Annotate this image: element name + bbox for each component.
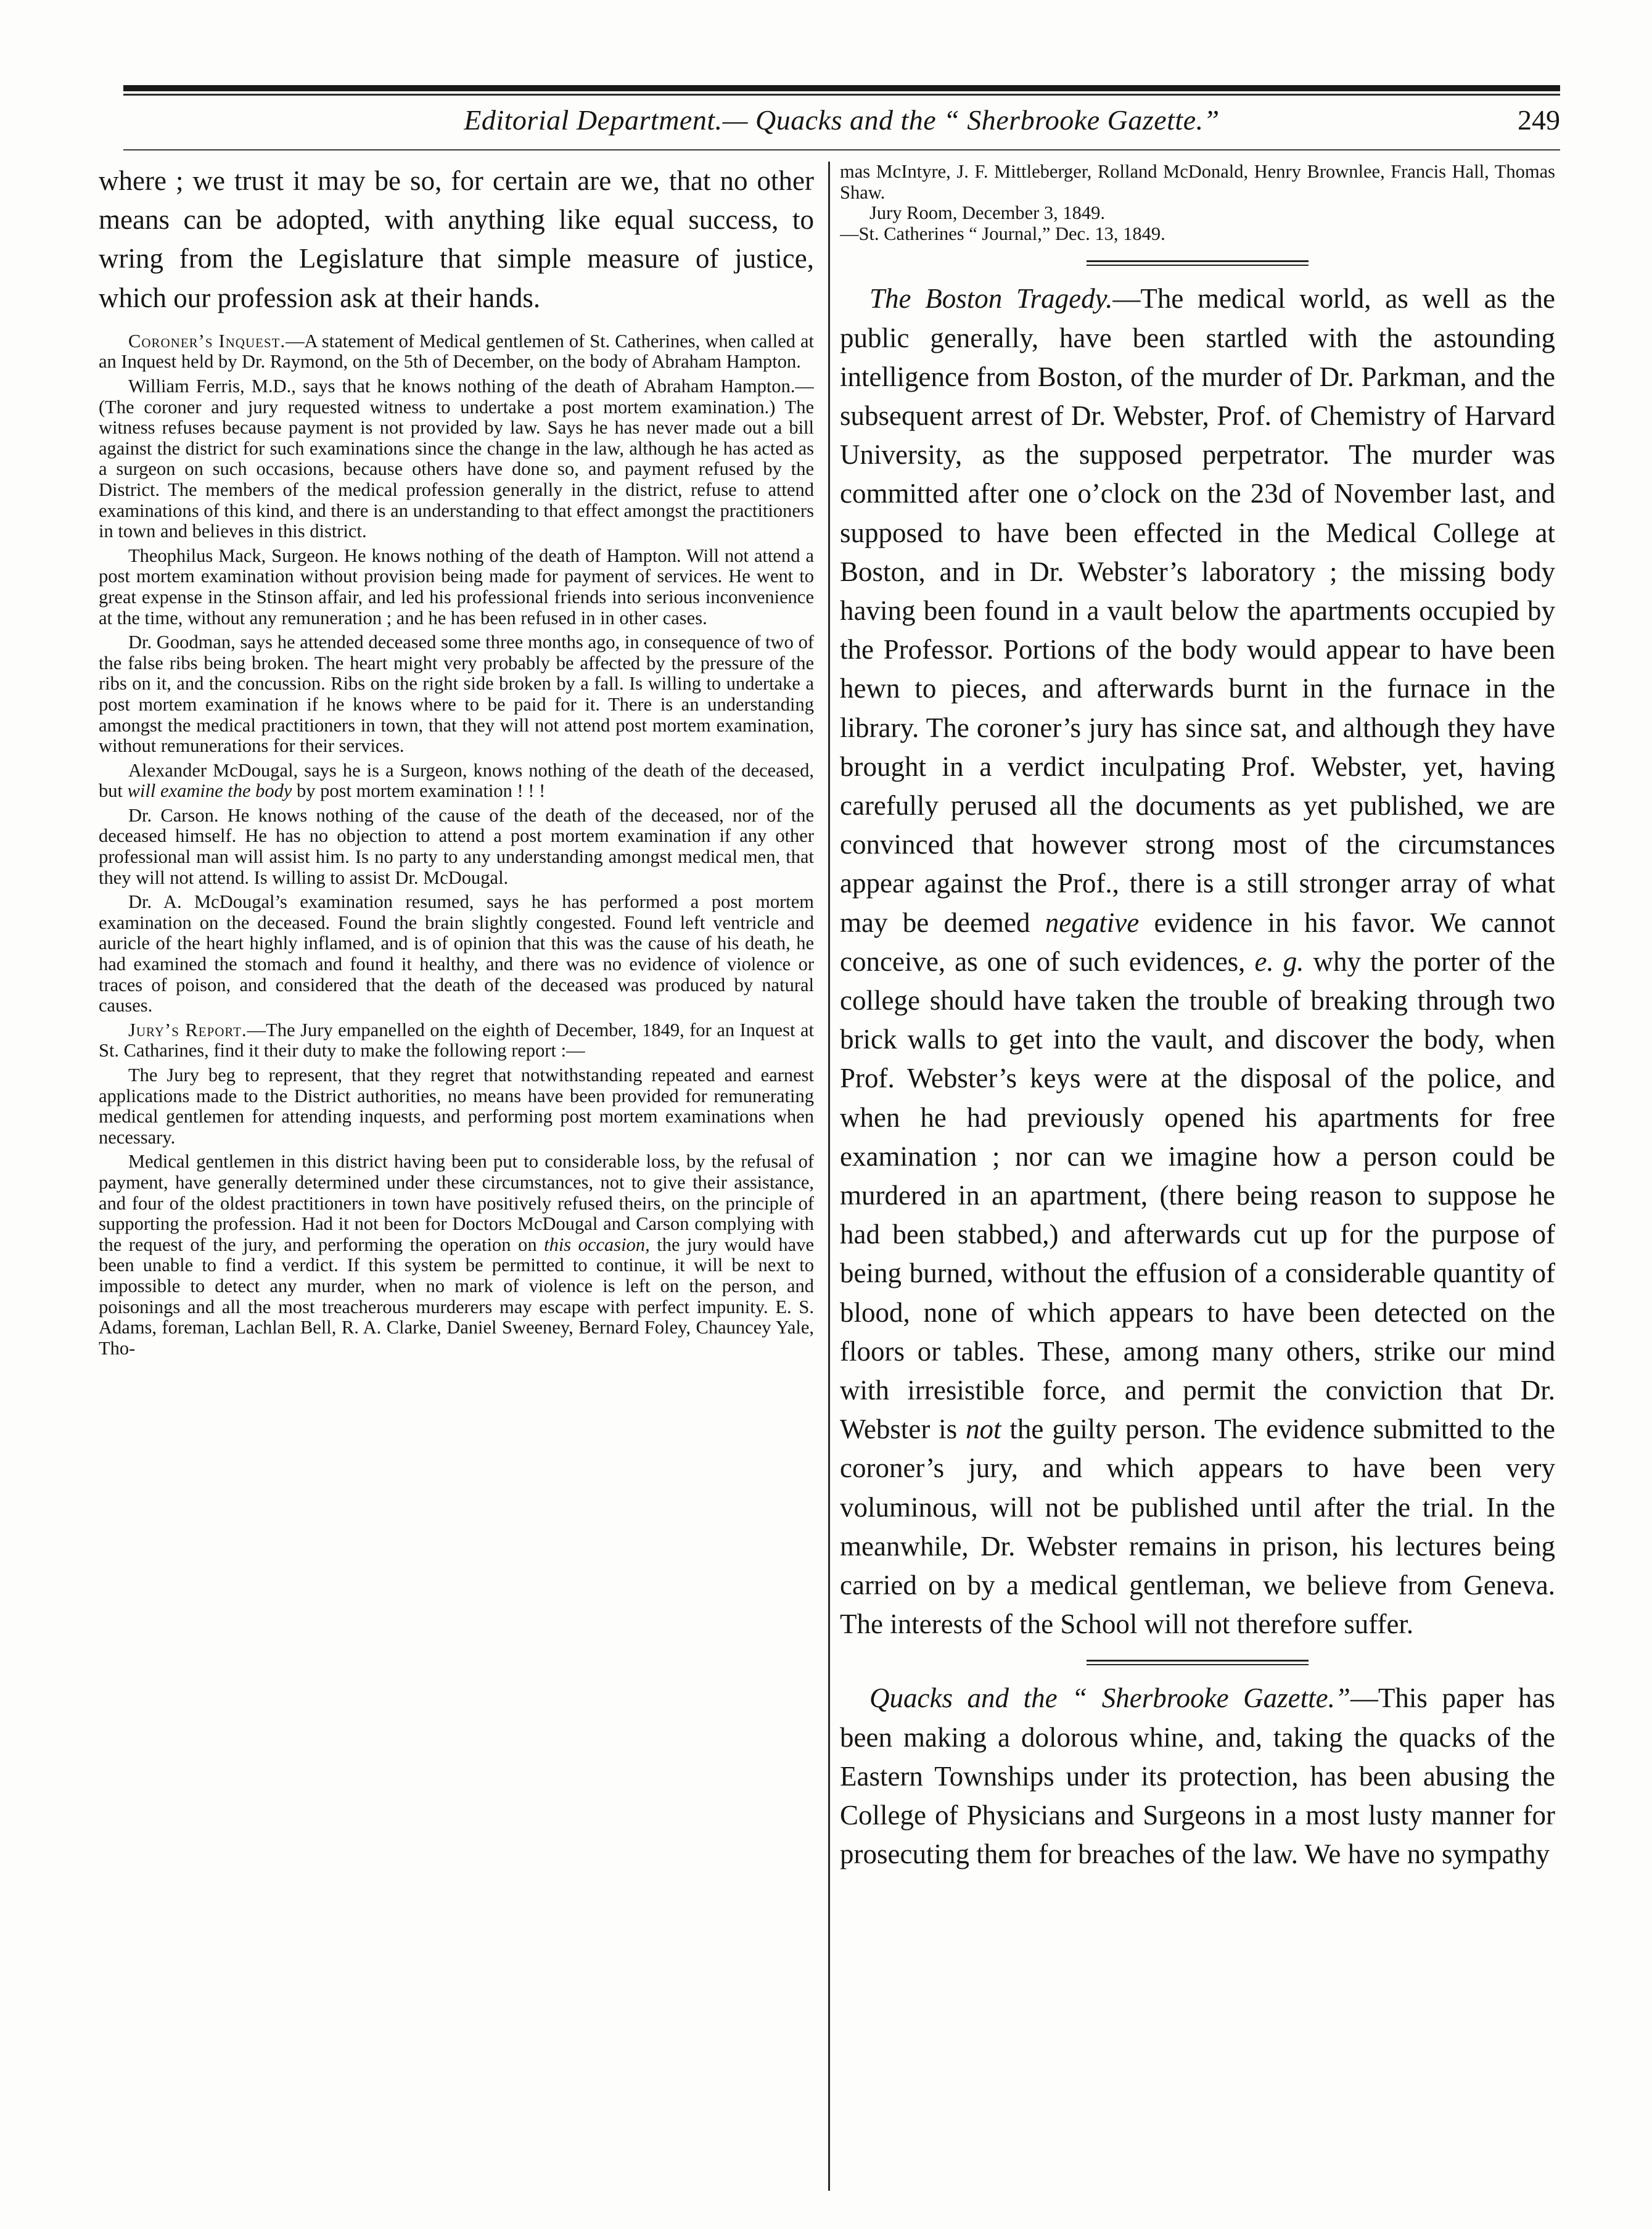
testimony-mcdougal bbox=[99, 760, 814, 802]
page-number: 249 bbox=[1518, 104, 1560, 136]
boston-tragedy-text-1: —The medical world, as well as the public generally, have been startled with the astounding intelligence from Boston, of the murder of Dr. Parkman, and the subsequent arrest of Dr. Webster, Prof. of Chemistry of Harvard University, as the supposed perpetrator. The murder was committed after one o’clock on the 23d of November last, and supposed to have been effected in the Medical College at Boston, and in Dr. Webster’s laboratory ; the missing body having been found in a vault below the apartments occupied by the Professor. Portions of the body would appear to have been hewn to pieces, and afterwards burnt in the furnace in the library. The coroner’s jury has since sat, and although they have brought in a verdict inculpating Prof. Webster, yet, having carefully perused all the documents as yet published, we are convinced that however strong most of the circumstances appear against the Prof., there is a still stronger array of what may be deemed bbox=[840, 283, 1555, 938]
jury-report-p2-emphasis: this occasion, bbox=[544, 1234, 650, 1255]
right-column bbox=[840, 162, 1555, 2197]
boston-tragedy-text-3: why the porter of the college should have taken the trouble of breaking through two brick walls to get into the vault, and discover the body, when Prof. Webster’s keys were at the disposal of the police, and when he had previously opened his apartments for free examination ; nor can we imagine how a person could be murdered in an apartment, (there being reason to suppose he had been stabbed,) and afterwards cut up for the purpose of being burned, without the effusion of a considerable quantity of blood, none of which appears to have been detected on the floors or tables. These, among many others, strike our mind with irresistible force, and permit the conviction that Dr. Webster is bbox=[840, 946, 1555, 1445]
inquest-intro: —A statement of Medical gentlemen of St. Catherines, when called at an Inquest held by Dr. Raymond, on the 5th of December, on the body of Abraham Hampton. bbox=[99, 330, 814, 373]
testimony-carson: Dr. Carson. He knows nothing of the cause of the death of the deceased, nor of the deceased himself. He has no objection to attend a post mortem examination if any other professional man will assist him. Is no party to any understanding amongst medical men, that they will not attend. Is willing to assist Dr. McDougal. bbox=[99, 804, 814, 888]
jury-report-paragraph bbox=[99, 1020, 814, 1061]
jury-report-p2-text-a: Medical gentlemen in this district having been put to considerable loss, by the refusal of payment, have generally determined under these circumstances, not to give their assistance, and four of the oldest practitioners in town have positively refused theirs, on the principle of supporting the profession. Had it not been for Doctors McDougal and Carson complying with the request of the jury, and performing the operation on bbox=[99, 1151, 814, 1255]
running-header bbox=[123, 97, 1560, 153]
running-title: Editorial Department.— Quacks and the “ Sherbrooke Gazette.” bbox=[464, 104, 1220, 136]
testimony-ferris: William Ferris, M.D., says that he knows nothing of the death of Abraham Hampton.—(The coroner and jury requested witness to undertake a post mortem examination.) The witness refuses because payment is not provided by law. Says he has never made out a bill against the district for such examinations since the change in the law, although he has acted as a surgeon on such occasions, because others have done so, and payment refused by the District. The members of the medical profession generally in the district, refuse to attend examinations of this kind, and there is an understanding to that effect amongst the practitioners in town and believes in this district. bbox=[99, 376, 814, 542]
boston-tragedy-title: The Boston Tragedy. bbox=[869, 283, 1113, 315]
header-underline bbox=[123, 149, 1560, 150]
jury-signatures: mas McIntyre, J. F. Mittleberger, Rolland McDonald, Henry Brownlee, Francis Hall, Thomas Shaw. bbox=[840, 162, 1555, 203]
section-separator-2 bbox=[1087, 1660, 1309, 1665]
testimony-mcdougal-text-c: by post mortem examination ! ! ! bbox=[297, 780, 546, 802]
column-divider bbox=[828, 162, 830, 2191]
quacks-title: Quacks and the “ Sherbrooke Gazette.” bbox=[869, 1683, 1350, 1714]
inquest-paragraph bbox=[99, 331, 814, 373]
testimony-goodman: Dr. Goodman, says he attended deceased some three months ago, in consequence of two of the false ribs being broken. The heart might very probably be affected by the pressure of the ribs on it, and the concussion. Ribs on the right side broken by a fall. Is willing to undertake a post mortem examination if he knows where to be paid for it. There is an understanding amongst the medical practitioners in town, that they will not attend post mortem examination, without remunerations for their services. bbox=[99, 632, 814, 757]
quacks-text: —This paper has been making a dolorous whine, and, taking the quacks of the Eastern Townships under its protection, has been abusing the College of Physicians and Surgeons in a most lusty manner for prosecuting them for breaches of the law. We have no sympathy bbox=[840, 1683, 1555, 1870]
jury-room-date: Jury Room, December 3, 1849. bbox=[869, 202, 1106, 224]
jury-report-p2 bbox=[99, 1152, 814, 1359]
boston-tragedy-text-2: evidence in his favor. We cannot conceive, as one of such evidences, bbox=[840, 907, 1555, 977]
testimony-mcdougal-emphasis: will examine the body bbox=[127, 780, 292, 802]
boston-tragedy-emphasis-eg: e. g. bbox=[1254, 946, 1304, 977]
header-rule-thick bbox=[123, 85, 1560, 91]
testimony-mack: Theophilus Mack, Surgeon. He knows nothing of the death of Hampton. Will not attend a post mortem examination without provision being made for payment of services. He went to great expense in the Stinson affair, and led his professional friends into serious inconvenience at the time, without any remuneration ; and he has been refused in in other cases. bbox=[99, 545, 814, 628]
intro-paragraph: where ; we trust it may be so, for certain are we, that no other means can be adopted, with anything like equal success, to wring from the Legislature that simple measure of justice, which our profession ask at their hands. bbox=[99, 165, 814, 313]
jury-report-p2-text-c: the jury would have been unable to find a verdict. If this system be permitted to continue, it will be next to impossible to detect any murder, when no mark of violence is left on the person, and poisonings and all the most treacherous murderers may escape with perfect impunity. E. S. Adams, foreman, Lachlan Bell, R. A. Clarke, Daniel Sweeney, Bernard Foley, Chauncey Yale, Tho- bbox=[99, 1234, 814, 1359]
source-citation: —St. Catherines “ Journal,” Dec. 13, 1849. bbox=[840, 223, 1165, 244]
quacks-article bbox=[840, 1679, 1555, 1874]
jury-report-p1: The Jury beg to represent, that they regret that notwithstanding repeated and earnest applications made to the District authorities, no means have been provided for remunerating medical gentlemen for attending inquests, and performing post mortem examinations when necessary. bbox=[99, 1065, 814, 1148]
testimony-mcdougal-examination: Dr. A. McDougal’s examination resumed, says he has performed a post mortem examination on the deceased. Found the brain slightly congested. Found left ventricle and auricle of the heart highly inflamed, and is of opinion that this was the cause of his death, he had examined the stomach and found it healthy, and there was no evidence of violence or traces of poison, and considered that the death of the deceased was produced by natural causes. bbox=[99, 891, 814, 1016]
header-rule-thin bbox=[123, 94, 1560, 96]
jury-report-heading: Jury’s Report. bbox=[128, 1019, 247, 1040]
boston-tragedy-emphasis-not: not bbox=[966, 1414, 1001, 1445]
section-separator-1 bbox=[1087, 260, 1309, 266]
boston-tragedy-text-4: the guilty person. The evidence submitted to the coroner’s jury, and which appears to have been very voluminous, will not be published until after the trial. In the meanwhile, Dr. Webster remains in prison, his lectures being carried on by a medical gentleman, we believe from Geneva. The interests of the School will not therefore suffer. bbox=[840, 1414, 1555, 1640]
inquest-heading: Coroner’s Inquest. bbox=[128, 330, 286, 352]
boston-tragedy-article bbox=[840, 279, 1555, 1644]
jury-report-intro: —The Jury empanelled on the eighth of December, 1849, for an Inquest at St. Catharines, find it their duty to make the following report :— bbox=[99, 1019, 814, 1061]
left-column bbox=[99, 162, 814, 2197]
boston-tragedy-emphasis-negative: negative bbox=[1045, 907, 1140, 938]
testimony-mcdougal-text-a: Alexander McDougal, says he is a Surgeon, knows nothing of the death of the deceased, but bbox=[99, 759, 814, 802]
